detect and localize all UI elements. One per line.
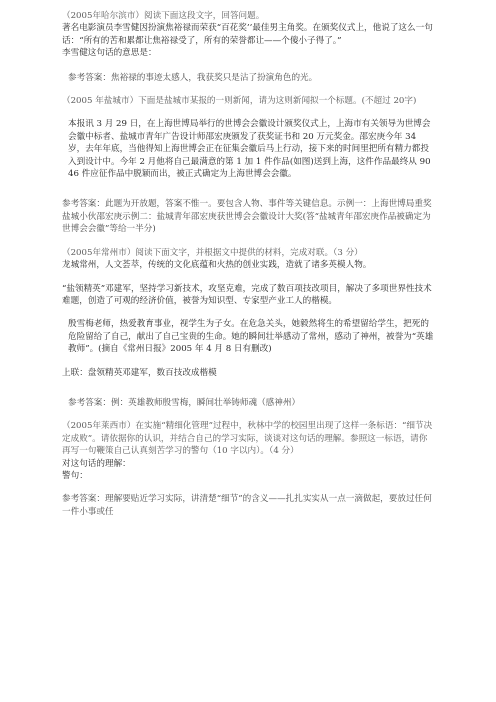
question-3-deng: “盐领精英”邓建军，坚持学习新技术，攻坚克难，完成了数百项技改项目，解决了多项世界性技术难题，创造了可观的经济价值，被誉为知识型、专家型产业工人的楷模。 xyxy=(62,283,432,306)
question-1-prompt: （2005年哈尔滨市）阅读下面这段文字，回答问题。 xyxy=(62,11,265,21)
question-1-ask: 李雪健这句话的意思是： xyxy=(62,48,157,59)
question-3-prompt: （2005年常州市）阅读下面文字，并根据文中提供的材料，完成对联。（3 分） xyxy=(62,247,363,258)
question-2-answer: 参考答案：此题为开放题，答案不惟一。要包含人物、事件等关键信息。示例一：上海世博局重奖盐城小伙邵宏庚示例二：盐城青年邵宏庚获世博会会徽设计大奖(答“盐城青年邵宏庚作品被确定为世博会会徽”等给一半分) xyxy=(62,199,432,235)
question-1-answer: 参考答案：焦裕禄的事迹太感人，我获奖只是沾了扮演角色的光。 xyxy=(68,72,318,83)
question-3-couplet: 上联：盘领精英邓建军，数百技改成楷模 xyxy=(62,367,217,378)
question-2-news: 本报讯 3 月 29 日，在上海世博局举行的世博会会徽设计颁奖仪式上，上海市有关领导为世博会会徽中标者、盐城市青年广告设计师邵宏庚颁发了获奖证书和 20 万元奖金。邵宏庚今年 34 岁，去年年底，当他得知上海世博会正在征集会徽后马上行动，接下来的时间里把所有精力都投入到设计中。今年 2 月他将自己最满意的第 1 加 1 件作品(如图)送到上海，这件作品最终从 9046 件应征作品中脱颖而出，被正式确定为上海世博会会徽。 xyxy=(68,119,431,180)
question-4-answer: 参考答案：理解要贴近学习实际，讲清楚“细节”的含义——扎扎实实从一点一滴做起，要放过任何一件小事或任 xyxy=(62,494,432,517)
question-3-answer: 参考答案：例：英雄教师殷雪梅，瞬间壮举铸师魂（感神州） xyxy=(68,397,301,408)
question-3-intro: 龙城常州，人文荟萃，传统的文化底蕴和火热的创业实践，造就了诸多英模人物。 xyxy=(62,260,372,271)
question-2-prompt: （2005 年盐城市）下面是盐城市某报的一则新闻，请为这则新闻拟一个标题。(不超过 20字) xyxy=(62,96,417,107)
question-4-understanding-label: 对这句话的理解： xyxy=(62,458,131,469)
question-4-prompt: （2005年莱西市）在实施“精细化管理”过程中，秋林中学的校园里出现了这样一条标语：“细节决定成败”。请依据你的认识，并结合自己的学习实际，谈谈对这句话的理解。参照这一标语，请你再写一句鞭策自己认真刻苦学习的警句（10 字以内）。（4 分） xyxy=(62,421,433,457)
question-1-text: 著名电影演员李雪健因扮演焦裕禄而荣获“百花奖’’最佳男主角奖。在颁奖仪式上，他说了这么一句话：“所有的苦和累都让焦裕禄受了，所有的荣誉都让——个傻小子得了。” xyxy=(62,23,433,46)
question-4-motto-label: 警句： xyxy=(62,470,88,481)
question-3-yin: 殷雪梅老师，热爱教育事业，视学生为子女。在危急关头，她毅然将生的希望留给学生，把死的危险留给了自己，献出了自己宝贵的生命。她的瞬间壮举感动了常州，感动了神州，被誉为“英雄教师”。(摘自《常州日报》2005 年 4 月 8 日有删改) xyxy=(68,319,434,355)
